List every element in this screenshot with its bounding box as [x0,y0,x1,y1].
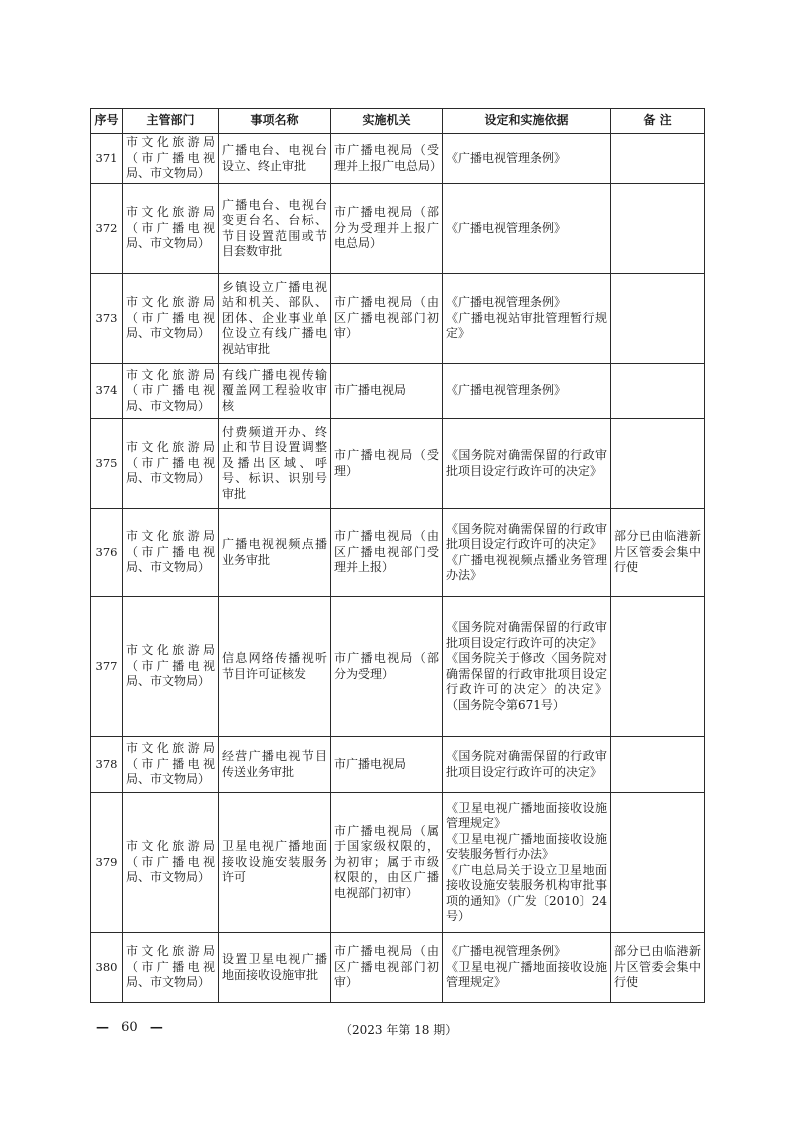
row-department: 市文化旅游局（市广播电视局、市文物局） [123,737,219,793]
row-agency: 市广播电视局（受理） [331,419,443,509]
row-note: 部分已由临港新片区管委会集中行使 [611,509,705,597]
row-item-name: 广播电视视频点播业务审批 [219,509,331,597]
row-note [611,597,705,737]
row-agency: 市广播电视局 [331,364,443,419]
footer-dash-left: — [96,1020,109,1035]
footer-dash-right: — [149,1020,163,1035]
document-table [90,108,705,1003]
row-department: 市文化旅游局（市广播电视局、市文物局） [123,597,219,737]
table-row [91,737,705,793]
row-note: 部分已由临港新片区管委会集中行使 [611,933,705,1003]
row-item-name: 经营广播电视节目传送业务审批 [219,737,331,793]
row-basis: 《卫星电视广播地面接收设施管理规定》 《卫星电视广播地面接收设施安装服务暂行办法》 《广电总局关于设立卫星地面接收设施安装服务机构审批事项的通知》（广发〔2010〕24号） [443,793,611,933]
row-department: 市文化旅游局（市广播电视局、市文物局） [123,933,219,1003]
table-row [91,933,705,1003]
row-number: 371 [91,134,123,184]
row-item-name: 广播电台、电视台设立、终止审批 [219,134,331,184]
row-agency: 市广播电视局（由区广播电视部门初审） [331,274,443,364]
header-department: 主管部门 [123,109,219,134]
row-item-name: 卫星电视广播地面接收设施安装服务许可 [219,793,331,933]
row-basis: 《国务院对确需保留的行政审批项目设定行政许可的决定》 [443,419,611,509]
row-basis: 《广播电视管理条例》 [443,184,611,274]
header-note: 备 注 [611,109,705,134]
row-item-name: 付费频道开办、终止和节目设置调整及播出区域、呼号、标识、识别号审批 [219,419,331,509]
header-serial: 序号 [91,109,123,134]
row-number: 372 [91,184,123,274]
row-note [611,793,705,933]
row-agency: 市广播电视局（由区广播电视部门初审） [331,933,443,1003]
row-basis: 《广播电视管理条例》 [443,134,611,184]
row-department: 市文化旅游局（市广播电视局、市文物局） [123,509,219,597]
row-agency: 市广播电视局（属于国家级权限的，为初审；属于市级权限的，由区广播电视部门初审） [331,793,443,933]
row-item-name: 设置卫星电视广播地面接收设施审批 [219,933,331,1003]
page-footer-number [96,1020,163,1035]
row-department: 市文化旅游局（市广播电视局、市文物局） [123,419,219,509]
row-number: 376 [91,509,123,597]
table-row [91,274,705,364]
row-number: 380 [91,933,123,1003]
row-item-name: 乡镇设立广播电视站和机关、部队、团体、企业事业单位设立有线广播电视站审批 [219,274,331,364]
table-row [91,134,705,184]
row-number: 378 [91,737,123,793]
row-note [611,184,705,274]
row-department: 市文化旅游局（市广播电视局、市文物局） [123,274,219,364]
row-item-name: 有线广播电视传输覆盖网工程验收审核 [219,364,331,419]
row-number: 373 [91,274,123,364]
header-item-name: 事项名称 [219,109,331,134]
page-number: 60 [121,1020,138,1035]
row-basis: 《广播电视管理条例》 《广播电视站审批管理暂行规定》 [443,274,611,364]
row-note [611,134,705,184]
row-note [611,274,705,364]
row-agency: 市广播电视局 [331,737,443,793]
table-row [91,597,705,737]
table-header-row [91,109,705,134]
row-note [611,364,705,419]
header-basis: 设定和实施依据 [443,109,611,134]
row-basis: 《国务院对确需保留的行政审批项目设定行政许可的决定》 [443,737,611,793]
row-basis: 《广播电视管理条例》 [443,364,611,419]
row-basis: 《国务院对确需保留的行政审批项目设定行政许可的决定》 《国务院关于修改〈国务院对确需保留的行政审批项目设定行政许可的决定〉的决定》（国务院令第671号） [443,597,611,737]
row-agency: 市广播电视局（部分为受理） [331,597,443,737]
row-item-name: 信息网络传播视听节目许可证核发 [219,597,331,737]
row-item-name: 广播电台、电视台变更台名、台标、节目设置范围或节目套数审批 [219,184,331,274]
row-department: 市文化旅游局（市广播电视局、市文物局） [123,364,219,419]
row-department: 市文化旅游局（市广播电视局、市文物局） [123,134,219,184]
table-row [91,793,705,933]
table-row [91,509,705,597]
header-agency: 实施机关 [331,109,443,134]
row-number: 374 [91,364,123,419]
table-row [91,184,705,274]
row-agency: 市广播电视局（受理并上报广电总局） [331,134,443,184]
row-note [611,419,705,509]
row-agency: 市广播电视局（由区广播电视部门受理并上报） [331,509,443,597]
row-department: 市文化旅游局（市广播电视局、市文物局） [123,793,219,933]
table-row [91,364,705,419]
row-agency: 市广播电视局（部分为受理并上报广电总局） [331,184,443,274]
row-note [611,737,705,793]
row-basis: 《国务院对确需保留的行政审批项目设定行政许可的决定》 《广播电视视频点播业务管理办法》 [443,509,611,597]
issue-label: （2023 年第 18 期） [340,1023,458,1037]
row-number: 377 [91,597,123,737]
row-department: 市文化旅游局（市广播电视局、市文物局） [123,184,219,274]
row-number: 379 [91,793,123,933]
row-basis: 《广播电视管理条例》 《卫星电视广播地面接收设施管理规定》 [443,933,611,1003]
row-number: 375 [91,419,123,509]
table-row [91,419,705,509]
